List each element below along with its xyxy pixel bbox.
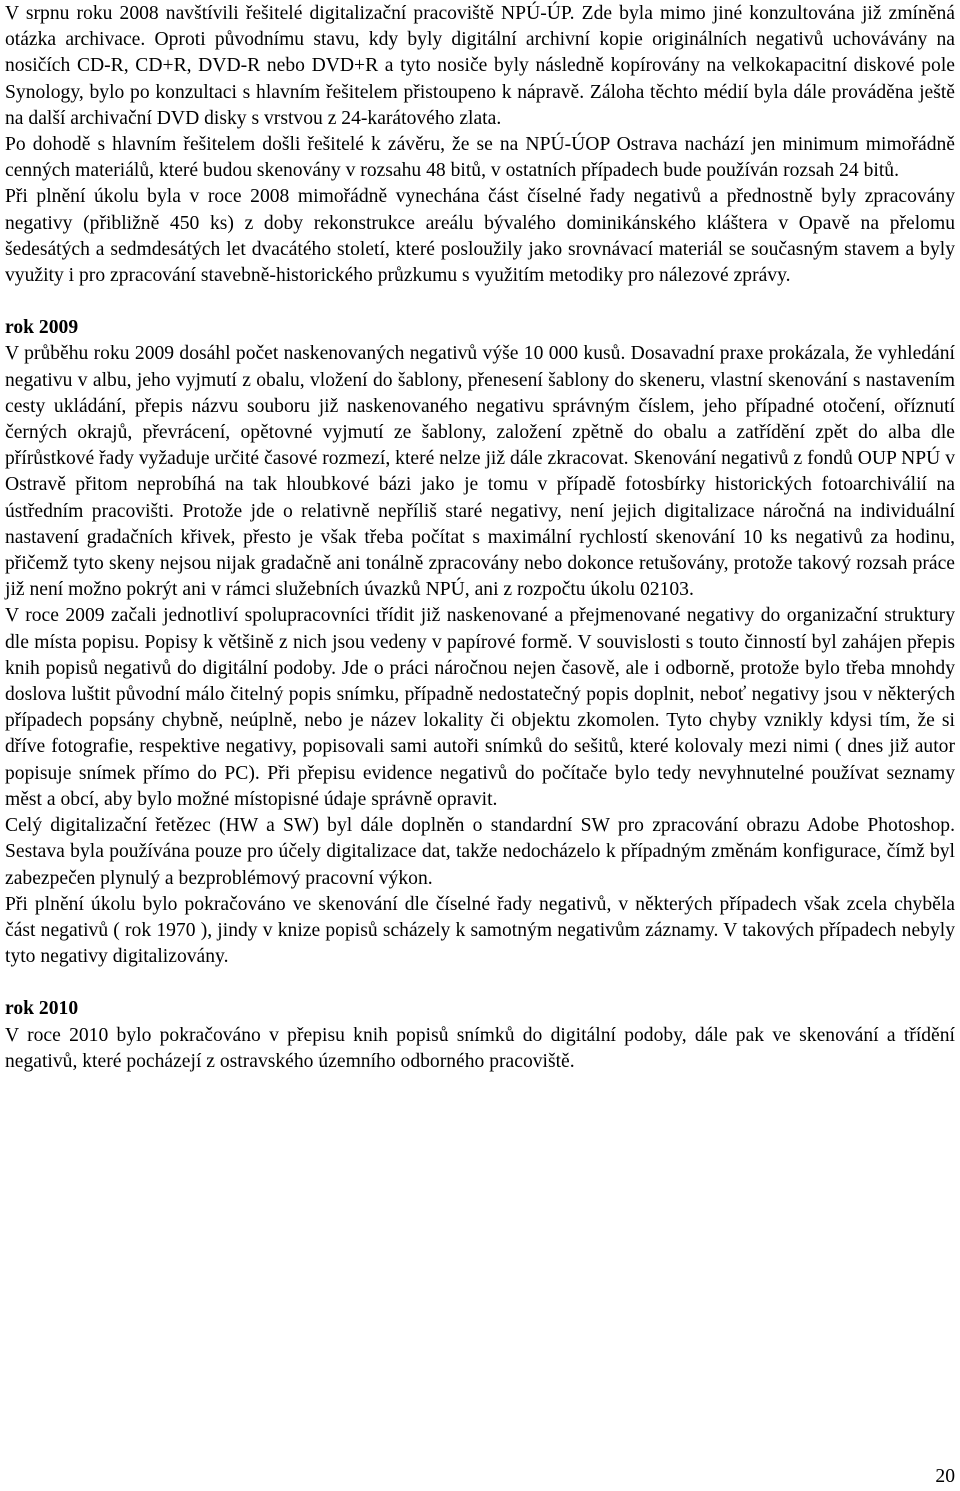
- paragraph-archive-consultation: V srpnu roku 2008 navštívili řešitelé digitalizační pracoviště NPÚ-ÚP. Zde byla mimo jiné konzultována již zmíněná otázka archivace. Oproti původnímu stavu, kdy byly digitální archivní kopie originálních negativů uchovávány na nosičích CD-R, CD+R, DVD-R nebo DVD+R a tyto nosiče byly následně kopírovány na velkokapacitní diskové pole Synology, bylo po konzultaci s hlavním řešitelem přistoupeno k nápravě. Záloha těchto médií byla dále prováděna ještě na další archivační DVD disky s vrstvou z 24-karátového zlata.: [5, 3, 955, 129]
- section-heading-2010: rok 2010: [5, 998, 79, 1020]
- paragraph-2009-sorting: V roce 2009 začali jednotliví spolupracovníci třídit již naskenované a přejmenované negativy do organizační struktury dle místa popisu. Popisy k většině z nich jsou vedeny v papírové formě. V souvislosti s touto činností byl zahájen přepis knih popisů negativů do digitální podoby. Jde o práci náročnou nejen časově, ale i odborně, protože bylo třeba mnohdy doslova luštit původní málo čitelný popis snímku, případně nedostatečný popis doplnit, neboť negativy jsou v některých případech popsány chybně, neúplně, nebo je název lokality či objektu zkomolen. Tyto chyby vznikly kdysi tím, že si dříve fotografie, respektive negativy, popisovali sami autoři snímků do sešitů, které kolovaly mezi nimi ( dnes již autor popisuje snímek přímo do PC). Při přepisu evidence negativů do počítače bylo tedy nevyhnutelné používat seznamy měst a obcí, aby bylo možné místopisné údaje správně opravit.: [5, 605, 955, 810]
- page-content: [5, 1, 955, 1075]
- page-number: 20: [935, 1466, 955, 1487]
- paragraph-monastery-negatives: Při plnění úkolu byla v roce 2008 mimořádně vynechána část číselné řady negativů a přednostně byly zpracovány negativy (přibližně 450 ks) z doby rekonstrukce areálu bývalého dominikánského kláštera v Opavě na přelomu šedesátých a sedmdesátých let dvacátého století, které posloužily jako srovnávací materiál se současným stavem a byly využity i pro zpracování stavebně-historického průzkumu s využitím metodiky pro nálezové zprávy.: [5, 186, 955, 287]
- paragraph-2010-continuation: V roce 2010 bylo pokračováno v přepisu knih popisů snímků do digitální podoby, dále pak ve skenování a třídění negativů, které pocházejí z ostravského územního odborného pracoviště.: [5, 1024, 955, 1072]
- paragraph-2009-photoshop: Celý digitalizační řetězec (HW a SW) byl dále doplněn o standardní SW pro zpracování obrazu Adobe Photoshop. Sestava byla používána pouze pro účely digitalizace dat, takže nedocházelo k případným změnám konfigurace, čímž byl zabezpečen plynulý a bezproblémový pracovní výkon.: [5, 815, 955, 889]
- paragraph-2009-missing-negatives: Při plnění úkolu bylo pokračováno ve skenování dle číselné řady negativů, v některých případech však zcela chyběla část negativů ( rok 1970 ), jindy v knize popisů scházely k samotným negativům záznamy. V takových případech nebyly tyto negativy digitalizovány.: [5, 893, 955, 968]
- section-spacer: [5, 970, 955, 996]
- paragraph-bit-depth-agreement: Po dohodě s hlavním řešitelem došli řešitelé k závěru, že se na NPÚ-ÚOP Ostrava nachází jen minimum mimořádně cenných materiálů, které budou skenovány v rozsahu 48 bitů, v ostatních případech bude používán rozsah 24 bitů.: [5, 134, 955, 182]
- paragraph-2009-scanning: V průběhu roku 2009 dosáhl počet naskenovaných negativů výše 10 000 kusů. Dosavadní praxe prokázala, že vyhledání negativu v albu, jeho vyjmutí z obalu, vložení do šablony, přenesení šablony do skeneru, vlastní skenování s nastavením cesty ukládání, přepis názvu souboru již naskenovaného negativu správným číslem, jeho případné otočení, oříznutí černých okrajů, převrácení, opětovné vyjmutí ze šablony, založení zpětně do obalu a zatřídění zpět do alba dle přírůstkové řady vyžaduje určité časové rozmezí, které nelze již dále zkracovat. Skenování negativů z fondů OUP NPÚ v Ostravě přitom neprobíhá na tak hloubkové bázi jako je tomu v případě fotosbírky historických fotoarchiválií na ústředním pracovišti. Protože jde o relativně nepříliš staré negativy, není jejich digitalizace náročná na individuální nastavení gradačních křivek, přesto je však třeba počítat s maximální rychlostí skenování 10 ks negativů za hodinu, přičemž tyto skeny nejsou nijak gradačně ani tonálně zpracovány nebo dokonce retušovány, protože takový rozsah práce již není možno pokrýt ani v rámci služebních úvazků NPÚ, ani z rozpočtu úkolu 02103.: [5, 343, 955, 601]
- section-heading-2009: rok 2009: [5, 317, 79, 339]
- section-spacer: [5, 289, 955, 315]
